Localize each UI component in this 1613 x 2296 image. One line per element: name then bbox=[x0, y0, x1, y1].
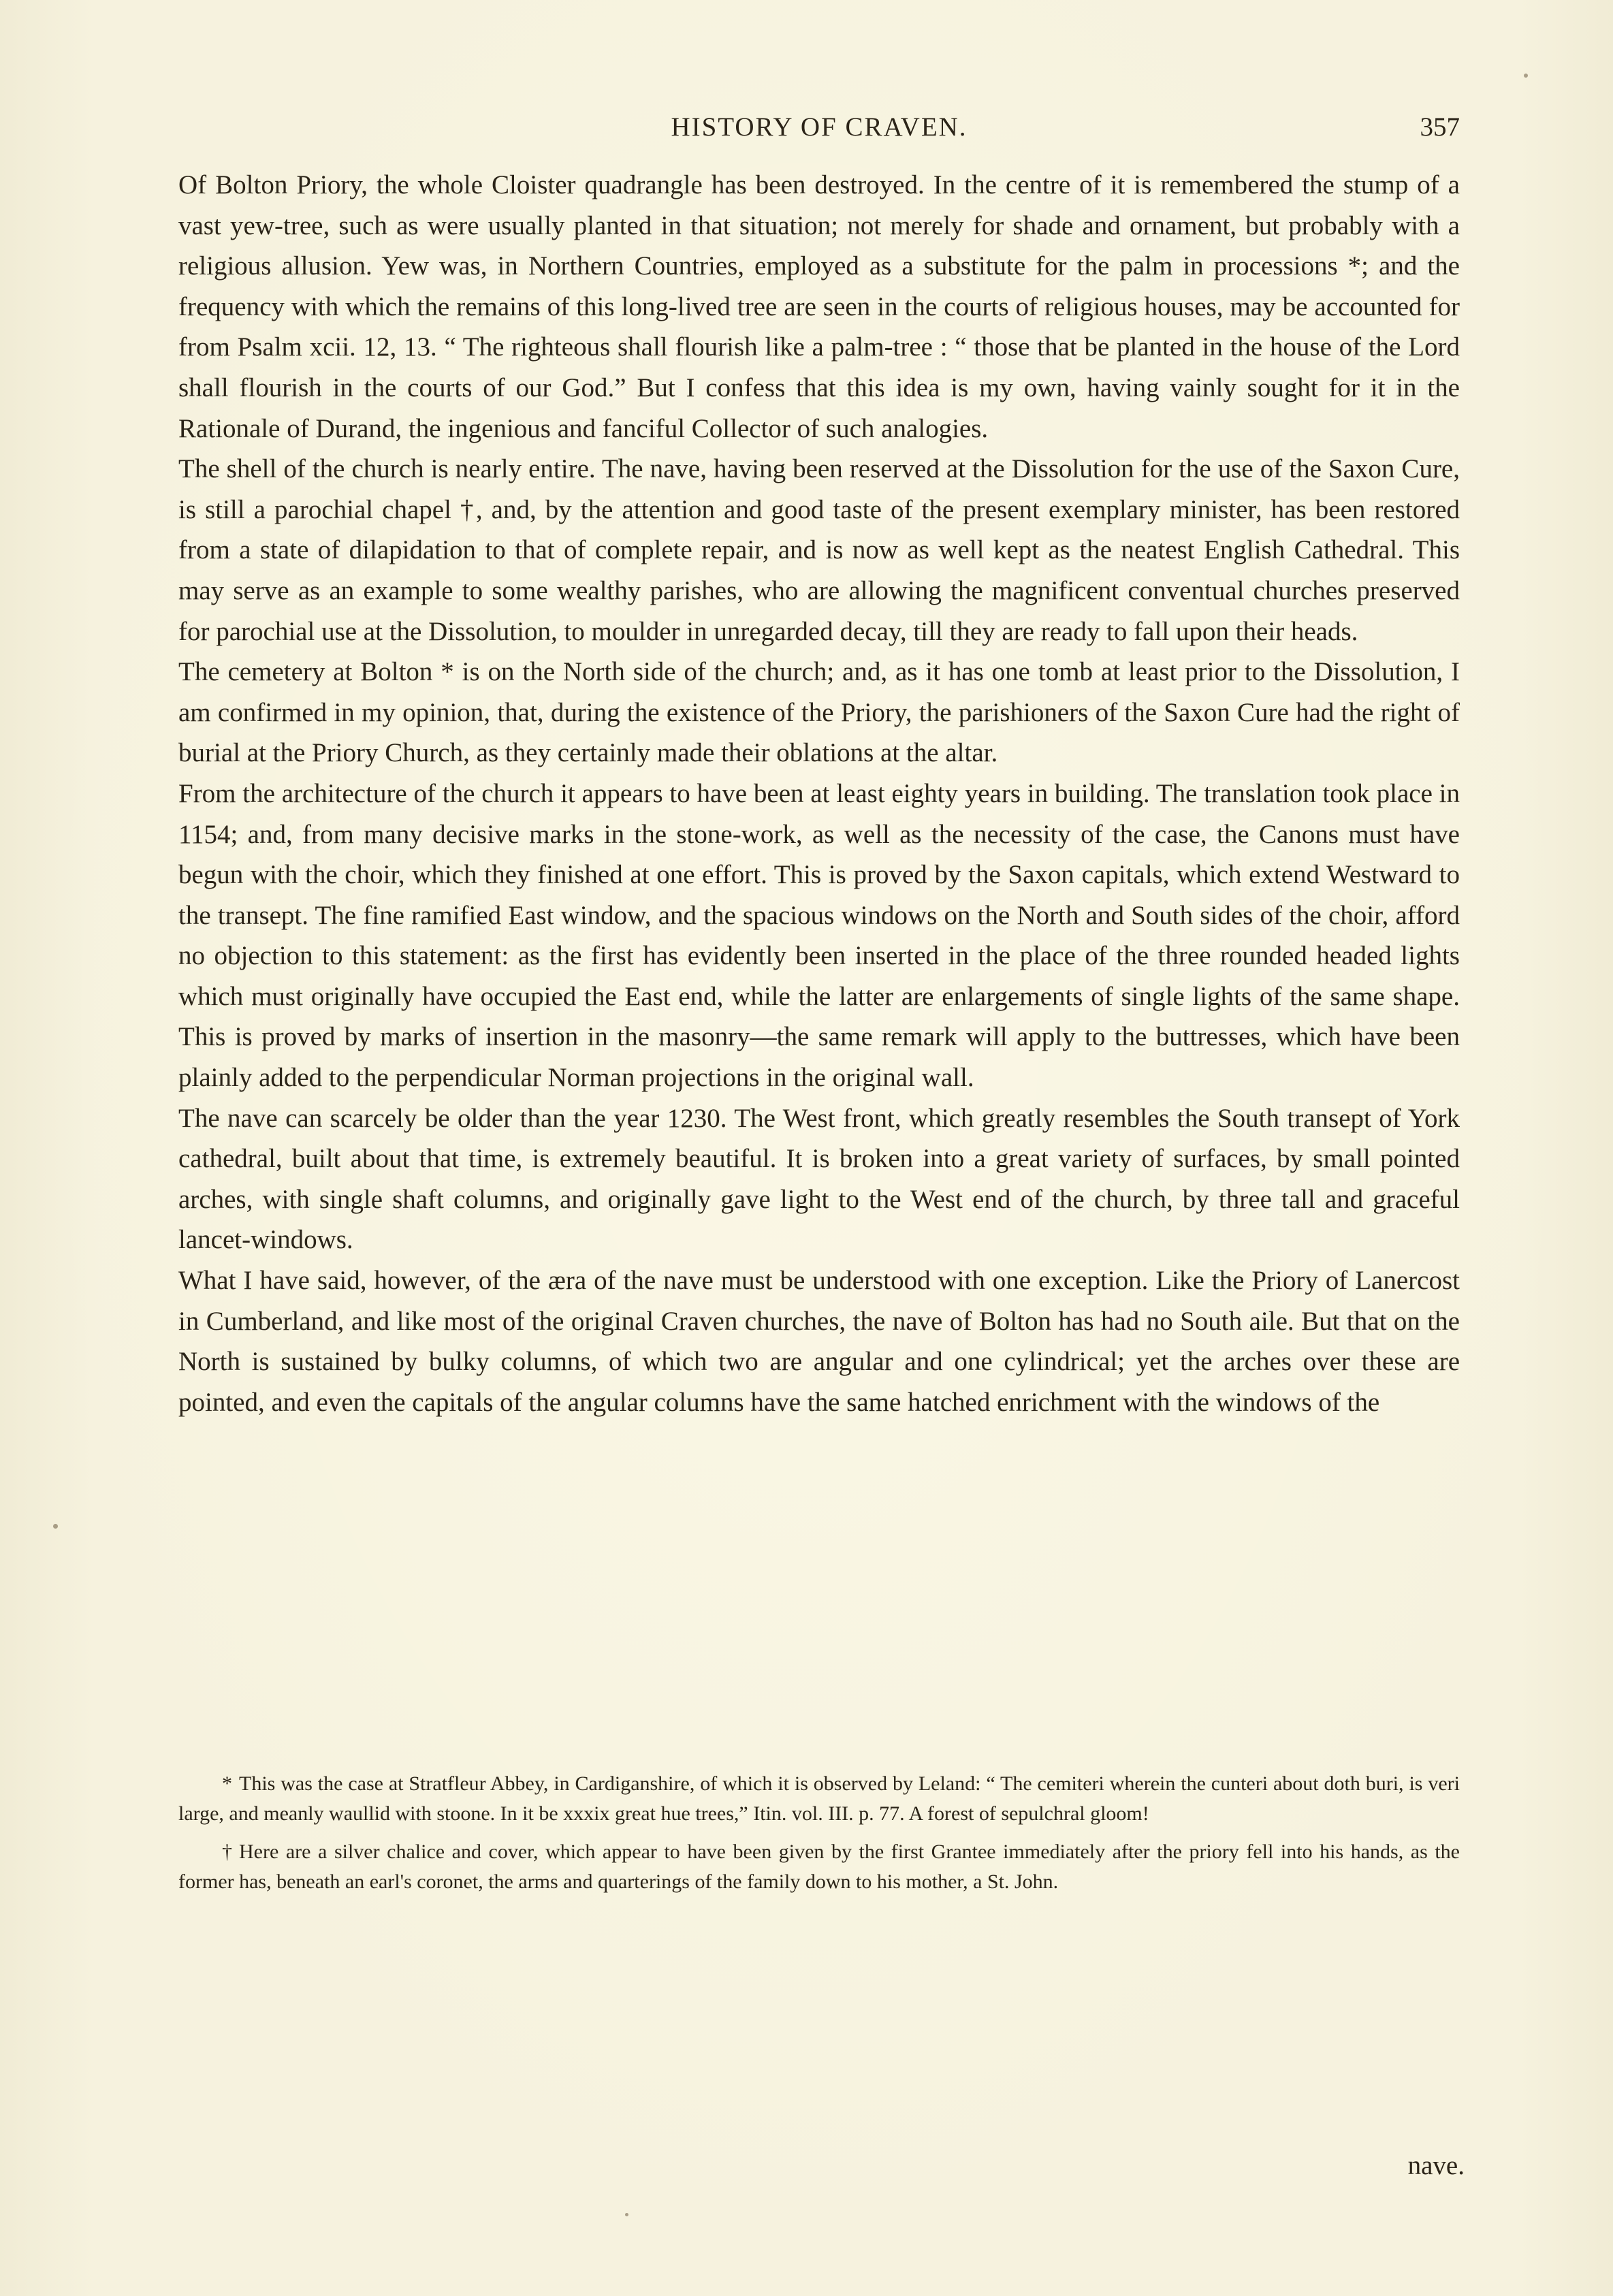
footnote-mark: † bbox=[222, 1840, 232, 1863]
paper-speck bbox=[625, 2213, 628, 2216]
footnote-chalice bbox=[178, 1837, 1460, 1897]
footnote-text: This was the case at Stratfleur Abbey, in Cardiganshire, of which it is observed by Leland: “ The cemiteri wherein the cunteri about doth buri, is veri large, and meanly waullid with stoone. In it be xxxix great hue trees,” Itin. vol. III. p. 77. A forest of sepulchral gloom! bbox=[178, 1772, 1460, 1825]
paper-speck bbox=[1524, 74, 1528, 78]
paragraph-nave-date: The nave can scarcely be older than the year 1230. The West front, which greatly resembles the South transept of York cathedral, built about that time, is extremely beautiful. It is broken into a great variety of surfaces, by small pointed arches, with single shaft columns, and originally gave light to the West end of the church, by three tall and graceful lancet-windows. bbox=[178, 1103, 1460, 1255]
running-head: HISTORY OF CRAVEN. bbox=[671, 112, 968, 142]
paper-speck bbox=[53, 1524, 58, 1529]
footnote-text: Here are a silver chalice and cover, which appear to have been given by the first Grantee immediately after the priory fell into his hands, as the former has, beneath an earl's coronet, the arms and quarterings of the family down to his mother, a St. John. bbox=[178, 1840, 1460, 1893]
page-number: 357 bbox=[1420, 112, 1460, 142]
footnote-mark: * bbox=[222, 1772, 232, 1795]
paragraph-cloister: Of Bolton Priory, the whole Cloister quadrangle has been destroyed. In the centre of it is remembered the stump of a vast yew-tree, such as were usually planted in that situation; not merely for shade and ornament, but probably with a religious allusion. Yew was, in Northern Countries, employed as a substitute for the palm in processions *; and the frequency with which the remains of this long-lived tree are seen in the courts of religious houses, may be accounted for from Psalm xcii. 12, 13. “ The righteous shall flourish like a palm-tree : “ those that be planted in the house of the Lord shall flourish in the courts of our God.” But I confess that this idea is my own, having vainly sought for it in the Rationale of Durand, the ingenious and fanciful Collector of such analogies. bbox=[178, 170, 1460, 443]
catchword: nave. bbox=[1407, 2151, 1465, 2180]
paragraph-architecture: From the architecture of the church it appears to have been at least eighty years in building. The translation took place in 1154; and, from many decisive marks in the stone-work, as well as the necessity of the case, the Canons must have begun with the choir, which they finished at one effort. This is proved by the Saxon capitals, which extend Westward to the transept. The fine ramified East window, and the spacious windows on the North and South sides of the choir, afford no objection to this statement: as the first has evidently been inserted in the place of the three rounded headed lights which must originally have occupied the East end, while the latter are enlargements of single lights of the same shape. This is proved by marks of insertion in the masonry—the same remark will apply to the buttresses, which have been plainly added to the perpendicular Norman projections in the original wall. bbox=[178, 778, 1460, 1093]
paragraph-nave-exception: What I have said, however, of the æra of the nave must be understood with one exception. Like the Priory of Lanercost in Cumberland, and like most of the original Craven churches, the nave of Bolton has had no South aile. But that on the North is sustained by bulky columns, of which two are angular and one cylindrical; yet the arches over these are pointed, and even the capitals of the angular columns have the same hatched enrichment with the windows of the bbox=[178, 1266, 1460, 1417]
paragraph-cemetery: The cemetery at Bolton * is on the North side of the church; and, as it has one tomb at least prior to the Dissolution, I am confirmed in my opinion, that, during the existence of the Priory, the parishioners of the Saxon Cure had the right of burial at the Priory Church, as they certainly made their oblations at the altar. bbox=[178, 657, 1460, 768]
paragraph-church-shell: The shell of the church is nearly entire. The nave, having been reserved at the Dissolution for the use of the Saxon Cure, is still a parochial chapel †, and, by the attention and good taste of the present exemplary minister, has been restored from a state of dilapidation to that of complete repair, and is now as well kept as the neatest English Cathedral. This may serve as an example to some wealthy parishes, who are allowing the magnificent conventual churches preserved for parochial use at the Dissolution, to moulder in unregarded decay, till they are ready to fall upon their heads. bbox=[178, 454, 1460, 646]
body-text bbox=[178, 165, 1460, 1422]
page-header bbox=[178, 108, 1460, 148]
footnotes bbox=[178, 1769, 1460, 1897]
footnote-stratfleur bbox=[178, 1769, 1460, 1829]
